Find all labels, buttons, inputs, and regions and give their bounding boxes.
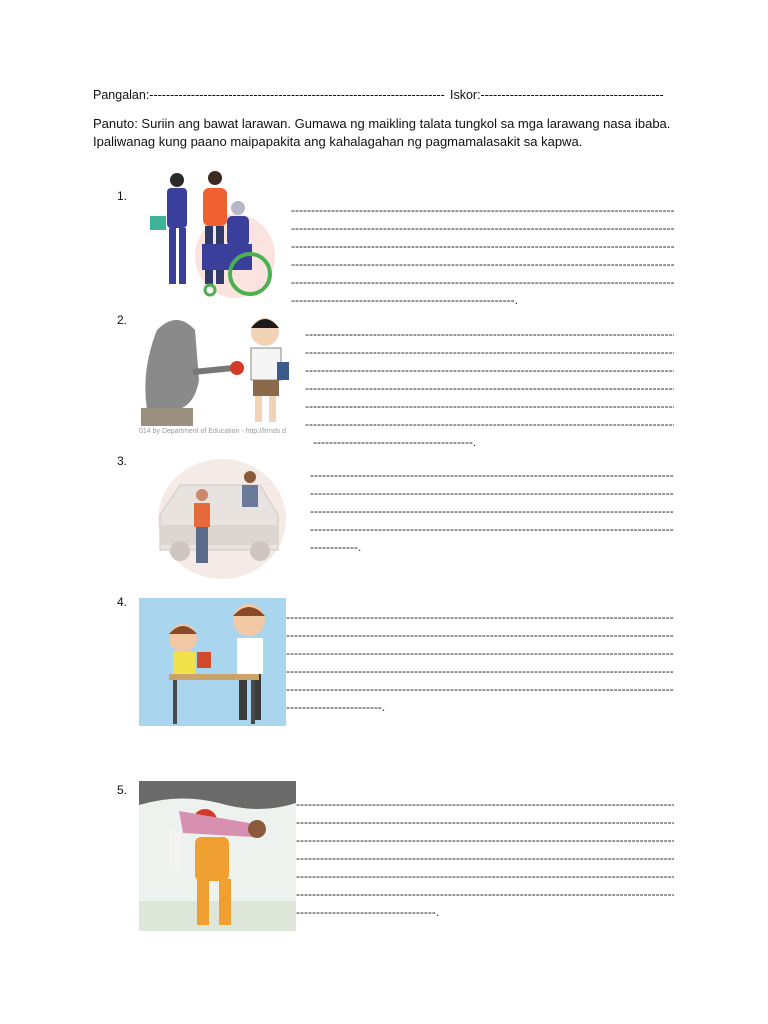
answer-line[interactable] <box>310 484 674 502</box>
item-number-3: 3. <box>117 454 128 468</box>
answer-line[interactable] <box>310 520 674 538</box>
name-label: Pangalan:----------------------------------------------------------------------- <box>93 88 445 102</box>
answer-line-end[interactable]: -----------------------------------. <box>296 905 440 919</box>
answer-line[interactable] <box>296 795 674 813</box>
answer-line[interactable] <box>305 415 674 433</box>
answer-line[interactable] <box>296 831 674 849</box>
image-car-repair <box>150 455 290 580</box>
answer-line[interactable] <box>286 608 674 626</box>
image-caregivers-wheelchair <box>140 166 280 302</box>
answer-line[interactable] <box>305 361 674 379</box>
answer-line[interactable] <box>296 813 674 831</box>
item-number-1: 1. <box>117 189 128 203</box>
answer-line[interactable] <box>286 680 674 698</box>
answer-line[interactable] <box>310 466 674 484</box>
answer-line[interactable] <box>286 626 674 644</box>
answer-line[interactable] <box>291 255 674 273</box>
answer-line[interactable] <box>291 201 674 219</box>
instructions-line-2: Ipaliwanag kung paano maipapakita ang kahalagahan ng pagmamalasakit sa kapwa. <box>93 134 583 149</box>
image-boy-giving-apple <box>137 310 305 440</box>
answer-line-end[interactable]: ------------------------. <box>286 700 386 714</box>
answer-line[interactable] <box>286 644 674 662</box>
answer-line-end[interactable]: --------------------------------------------------------. <box>291 293 519 307</box>
answer-line[interactable] <box>296 849 674 867</box>
answer-line[interactable] <box>296 867 674 885</box>
score-label: Iskor:-------------------------------------------- <box>450 88 664 102</box>
instructions-line-1: Panuto: Suriin ang bawat larawan. Gumawa ng maikling talata tungkol sa mga larawang nasa ibaba. <box>93 116 671 131</box>
answer-line[interactable] <box>310 502 674 520</box>
answer-line[interactable] <box>305 397 674 415</box>
image-watermark: 014 by Department of Education - http://lrmds.d <box>139 428 287 435</box>
item-number-4: 4. <box>117 595 128 609</box>
answer-line[interactable] <box>305 325 674 343</box>
answer-line-end[interactable]: ------------. <box>310 540 362 554</box>
answer-line[interactable] <box>291 219 674 237</box>
image-students-helping <box>139 598 286 726</box>
image-firefighter-rescue <box>139 781 296 931</box>
answer-line[interactable] <box>291 237 674 255</box>
name-score-row <box>93 88 683 102</box>
answer-line[interactable] <box>286 662 674 680</box>
answer-line-end[interactable]: ----------------------------------------. <box>313 435 477 449</box>
answer-line[interactable] <box>305 379 674 397</box>
answer-line[interactable] <box>296 885 674 903</box>
item-number-2: 2. <box>117 313 128 327</box>
answer-line[interactable] <box>291 273 674 291</box>
answer-line[interactable] <box>305 343 674 361</box>
item-number-5: 5. <box>117 783 128 797</box>
